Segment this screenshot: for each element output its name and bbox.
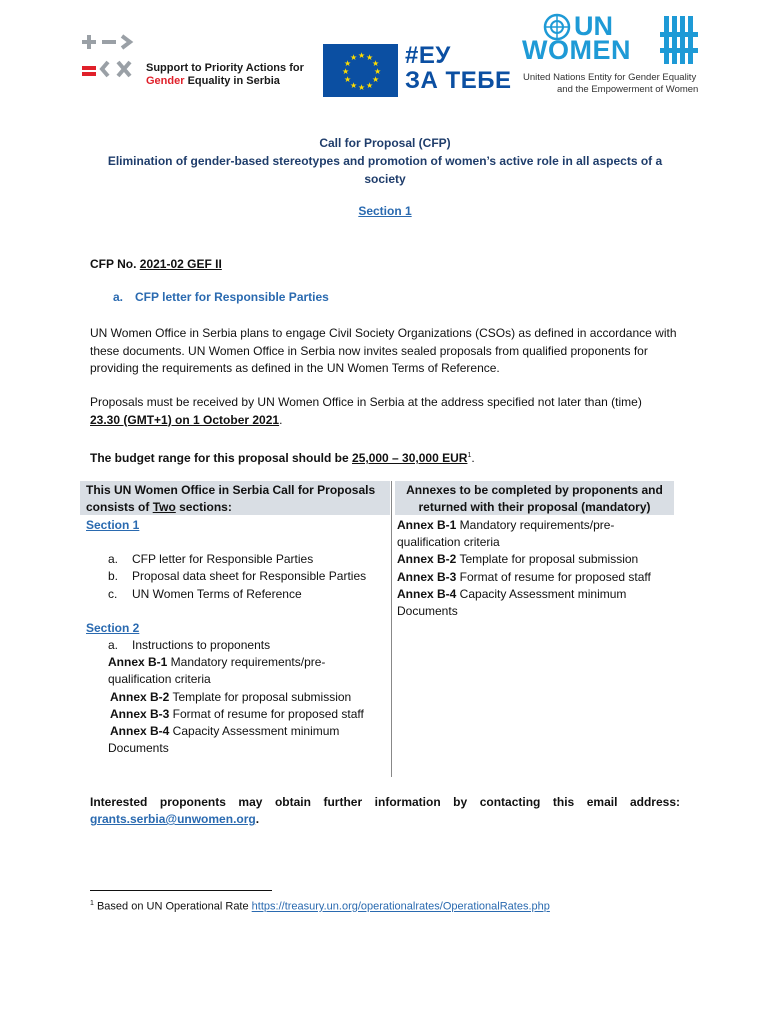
eu-slogan-line1: #ЕУ [405, 42, 451, 69]
deadline-period: . [279, 412, 283, 427]
footnote-number: 1 [90, 900, 94, 907]
doc-subtitle-line2: society [364, 172, 406, 186]
list-item: a. Instructions to proponents [108, 638, 271, 653]
paragraph-intro [90, 325, 680, 378]
svg-text:★: ★ [344, 75, 352, 84]
spa-title-red: Gender [146, 75, 185, 87]
contact-email-link[interactable]: grants.serbia@unwomen.org [90, 812, 256, 826]
footnote-divider [90, 890, 272, 891]
svg-text:★: ★ [342, 67, 350, 76]
annex-code: Annex B-2 [110, 689, 170, 704]
spa-title-rest: Equality in Serbia [184, 75, 280, 87]
annex-code: Annex B-1 [397, 518, 457, 532]
footnote [90, 900, 550, 913]
table-right-heading-line1: Annexes to be completed by proponents and [406, 483, 663, 497]
annex-code: Annex B-3 [397, 569, 457, 584]
eu-slogan-line2: ЗА ТЕБЕ [405, 67, 512, 94]
section-2-table-link[interactable]: Section 2 [86, 620, 140, 635]
spa-logo [78, 30, 318, 90]
contact-email-line [90, 811, 680, 829]
section-1-link[interactable]: Section 1 [358, 204, 412, 218]
table-right-heading-line2: returned with their proposal (mandatory) [418, 500, 651, 514]
section-2-annex-list: Annex B-1 Mandatory requirements/pre- qualification criteria Annex B-2 Template for proposal submission Annex B-3 Format of resume for proposed staff Annex B-4 Capacity Assessment minimum Documents [108, 655, 364, 756]
footnote-text: Based on UN Operational Rate [93, 900, 252, 913]
annex-code: Annex B-3 [110, 706, 170, 721]
spa-title-line1: Support to Priority Actions for [146, 62, 304, 74]
table-left-heading-count: Two [152, 500, 176, 514]
table-right-heading [395, 482, 674, 516]
subheading-marker: a. [113, 290, 124, 304]
svg-text:★: ★ [344, 59, 352, 68]
deadline-value: 23.30 (GMT+1) on 1 October 2021 [90, 412, 280, 427]
paragraph-intro-line2: these documents. UN Women Office in Serbia now invites sealed proposals from qualified proponents for [90, 343, 648, 358]
cfp-number-value: 2021-02 GEF II [139, 257, 222, 271]
list-item: b. Proposal data sheet for Responsible Parties [108, 569, 367, 584]
contact-line: Interested proponents may obtain further information by contacting this email address: [90, 795, 680, 809]
unw-subtitle-line1: United Nations Entity for Gender Equality [523, 72, 697, 83]
svg-text:★: ★ [358, 83, 366, 92]
table-right-column: Annex B-1 Mandatory requirements/pre- qualification criteria Annex B-2 Template for proposal submission Annex B-3 Format of resume for proposed staff Annex B-4 Capacity Assessment minimum Documents [397, 518, 651, 619]
table-left-heading-post: sections: [175, 500, 232, 514]
table-left-heading [86, 482, 386, 516]
table-left-heading-pre: consists of [86, 500, 153, 514]
plus-minus-icon [78, 30, 144, 88]
contact-email-period: . [255, 812, 260, 826]
footnote-link[interactable]: https://treasury.un.org/operationalrates/OperationalRates.php [251, 900, 550, 913]
cfp-number-label: CFP No. [90, 257, 140, 271]
annex-code: Annex B-4 [397, 586, 457, 601]
unw-subtitle-line2: and the Empowerment of Women [557, 84, 699, 95]
women-symbol-icon [660, 14, 700, 66]
svg-text:★: ★ [372, 59, 380, 68]
budget-amount: 25,000 – 30,000 EUR [352, 451, 468, 465]
svg-text:★: ★ [350, 81, 358, 90]
paragraph-deadline [90, 394, 680, 429]
list-item: c. UN Women Terms of Reference [108, 586, 302, 601]
svg-text:★: ★ [374, 67, 382, 76]
subheading [113, 290, 329, 304]
svg-text:★: ★ [372, 75, 380, 84]
svg-text:★: ★ [366, 53, 374, 62]
budget-period: . [471, 451, 475, 465]
un-women-logo [520, 12, 710, 102]
budget-line [90, 447, 680, 468]
subheading-text: CFP letter for Responsible Parties [135, 290, 329, 304]
svg-text:★: ★ [358, 51, 366, 60]
doc-title: Call for Proposal (CFP) [319, 136, 451, 150]
list-item: a. CFP letter for Responsible Parties [108, 552, 314, 567]
table-left-column [86, 517, 386, 757]
paragraph-intro-line1: UN Women Office in Serbia plans to engage Civil Society Organizations (CSOs) as defined in accordance with [90, 326, 677, 340]
eu-flag-icon [323, 44, 398, 97]
annex-code: Annex B-4 [110, 724, 170, 739]
un-wordmark: UN [574, 11, 613, 41]
svg-text:★: ★ [366, 81, 374, 90]
women-wordmark: WOMEN [522, 35, 631, 65]
budget-footnote-ref[interactable]: 1 [467, 452, 472, 459]
annex-code: Annex B-2 [397, 552, 457, 567]
eu-slogan [405, 43, 511, 93]
table-left-heading-line1: This UN Women Office in Serbia Call for Proposals [86, 483, 376, 497]
budget-label: The budget range for this proposal should be [90, 451, 353, 465]
paragraph-deadline-line1: Proposals must be received by UN Women Office in Serbia at the address specified not later than (time) [90, 395, 642, 409]
table-divider [391, 481, 392, 777]
annex-code: Annex B-1 [108, 655, 168, 670]
cfp-number [90, 256, 680, 274]
doc-subtitle-line1: Elimination of gender-based stereotypes and promotion of women’s active role in all aspects of a [107, 154, 663, 168]
section-1-table-link[interactable]: Section 1 [86, 518, 140, 532]
svg-text:★: ★ [350, 53, 358, 62]
paragraph-intro-line3: providing the requirements as defined in the UN Women Terms of Reference. [90, 361, 500, 375]
